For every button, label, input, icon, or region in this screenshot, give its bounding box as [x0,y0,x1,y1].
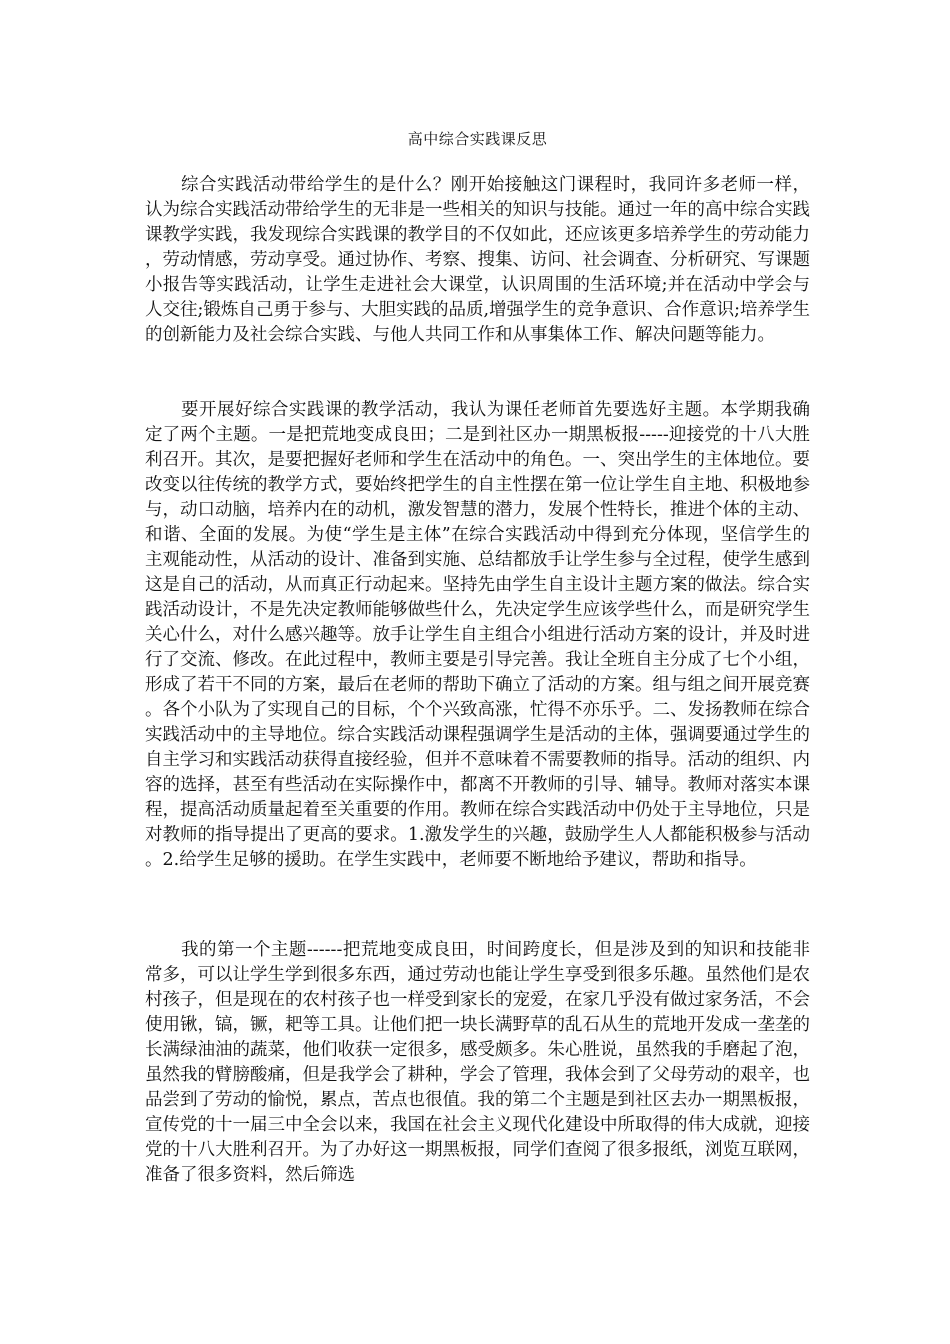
paragraph-1: 综合实践活动带给学生的是什么？刚开始接触这门课程时，我同许多老师一样，认为综合实践活动带给学生的无非是一些相关的知识与技能。通过一年的高中综合实践课教学实践，我发现综合实践课的教学目的不仅如此，还应该更多培养学生的劳动能力，劳动情感，劳动享受。通过协作、考察、搜集、访问、社会调查、分析研究、写课题小报告等实践活动，让学生走进社会大课堂，认识周围的生活环境;并在活动中学会与人交往;锻炼自己勇于参与、大胆实践的品质,增强学生的竞争意识、合作意识;培养学生的创新能力及社会综合实践、与他人共同工作和从事集体工作、解决问题等能力。 [145,175,810,345]
paragraph-3: 我的第一个主题------把荒地变成良田，时间跨度长，但是涉及到的知识和技能非常多，可以让学生学到很多东西，通过劳动也能让学生享受到很多乐趣。虽然他们是农村孩子，但是现在的农村孩子也一样受到家长的宠爱，在家几乎没有做过家务活，不会使用锹，镐，镢，耙等工具。让他们把一块长满野草的乱石从生的荒地开发成一垄垄的长满绿油油的蔬菜，他们收获一定很多，感受颇多。朱心胜说，虽然我的手磨起了泡，虽然我的臂膀酸痛，但是我学会了耕种，学会了管理，我体会到了父母劳动的艰辛，也品尝到了劳动的愉悦，累点，苦点也很值。我的第二个主题是到社区去办一期黑板报，宣传党的十一届三中全会以来，我国在社会主义现代化建设中所取得的伟大成就，迎接党的十八大胜利召开。为了办好这一期黑板报，同学们查阅了很多报纸，浏览互联网，准备了很多资料，然后筛选 [145,940,810,1185]
paragraph-2: 要开展好综合实践课的教学活动，我认为课任老师首先要选好主题。本学期我确定了两个主题。一是把荒地变成良田；二是到社区办一期黑板报-----迎接党的十八大胜利召开。其次，是要把握好老师和学生在活动中的角色。一、突出学生的主体地位。要改变以往传统的教学方式，要始终把学生的自主性摆在第一位让学生自主地、积极地参与，动口动脑，培养内在的动机，激发智慧的潜力，发展个性特长，推进个体的主动、和谐、全面的发展。为使“学生是主体”在综合实践活动中得到充分体现，坚信学生的主观能动性，从活动的设计、准备到实施、总结都放手让学生参与全过程，使学生感到这是自己的活动，从而真正行动起来。坚持先由学生自主设计主题方案的做法。综合实践活动设计，不是先决定教师能够做些什么，先决定学生应该学些什么，而是研究学生关心什么，对什么感兴趣等。放手让学生自主组合小组进行活动方案的设计，并及时进行了交流、修改。在此过程中，教师主要是引导完善。我让全班自主分成了七个小组，形成了若干不同的方案，最后在老师的帮助下确立了活动的方案。组与组之间开展竞赛。各个小队为了实现自己的目标，个个兴致高涨，忙得不亦乐乎。二、发扬教师在综合实践活动中的主导地位。综合实践活动课程强调学生是活动的主体，强调要通过学生的自主学习和实践活动获得直接经验，但并不意味着不需要教师的指导。活动的组织、内容的选择，甚至有些活动在实际操作中，都离不开教师的引导、辅导。教师对落实本课程，提高活动质量起着至关重要的作用。教师在综合实践活动中仍处于主导地位，只是对教师的指导提出了更高的要求。1.激发学生的兴趣，鼓励学生人人都能积极参与活动。2.给学生足够的援助。在学生实践中，老师要不断地给予建议，帮助和指导。 [145,400,810,870]
document-title: 高中综合实践课反思 [407,130,548,148]
